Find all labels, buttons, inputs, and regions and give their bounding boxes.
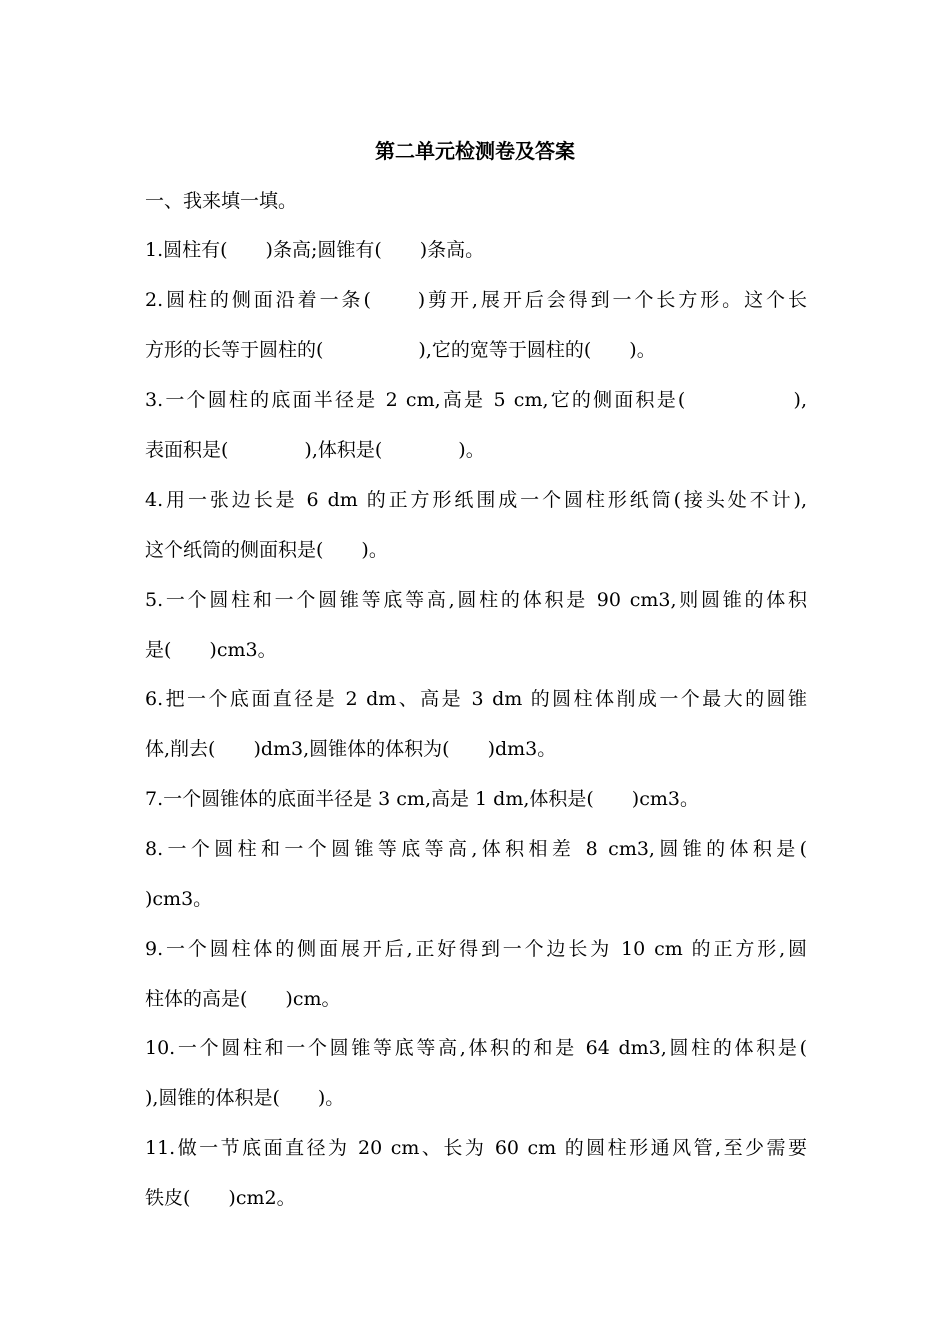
question-10-line-2: ),圆锥的体积是( )。 <box>145 1087 345 1109</box>
question-8-line-2: )cm3。 <box>145 888 213 910</box>
question-1-line-1: 1.圆柱有( )条高;圆锥有( )条高。 <box>145 239 485 261</box>
question-3-line-2: 表面积是( ),体积是( )。 <box>145 439 485 461</box>
question-6-line-2: 体,削去( )dm3,圆锥体的体积为( )dm3。 <box>145 738 557 760</box>
question-2-line-1: 2.圆柱的侧面沿着一条( )剪开,展开后会得到一个长方形。这个长 <box>145 289 807 311</box>
question-10-line-1: 10.一个圆柱和一个圆锥等底等高,体积的和是 64 dm3,圆柱的体积是( <box>145 1037 807 1059</box>
question-9-line-1: 9.一个圆柱体的侧面展开后,正好得到一个边长为 10 cm 的正方形,圆 <box>145 938 807 960</box>
question-2-line-2: 方形的长等于圆柱的( ),它的宽等于圆柱的( )。 <box>145 339 656 361</box>
question-4-line-1: 4.用一张边长是 6 dm 的正方形纸围成一个圆柱形纸筒(接头处不计), <box>145 489 807 511</box>
question-7-line-1: 7.一个圆锥体的底面半径是 3 cm,高是 1 dm,体积是( )cm3。 <box>145 788 699 810</box>
section-heading: 一、我来填一填。 <box>145 190 298 212</box>
question-3-line-1: 3.一个圆柱的底面半径是 2 cm,高是 5 cm,它的侧面积是( ), <box>145 389 807 411</box>
document-title: 第二单元检测卷及答案 <box>375 139 575 163</box>
question-5-line-2: 是( )cm3。 <box>145 639 277 661</box>
question-6-line-1: 6.把一个底面直径是 2 dm、高是 3 dm 的圆柱体削成一个最大的圆锥 <box>145 688 807 710</box>
question-8-line-1: 8.一个圆柱和一个圆锥等底等高,体积相差 8 cm3,圆锥的体积是( <box>145 838 807 860</box>
question-11-line-2: 铁皮( )cm2。 <box>145 1187 296 1209</box>
question-4-line-2: 这个纸筒的侧面积是( )。 <box>145 539 388 561</box>
question-5-line-1: 5.一个圆柱和一个圆锥等底等高,圆柱的体积是 90 cm3,则圆锥的体积 <box>145 589 807 611</box>
question-9-line-2: 柱体的高是( )cm。 <box>145 988 341 1010</box>
question-11-line-1: 11.做一节底面直径为 20 cm、长为 60 cm 的圆柱形通风管,至少需要 <box>145 1137 807 1159</box>
